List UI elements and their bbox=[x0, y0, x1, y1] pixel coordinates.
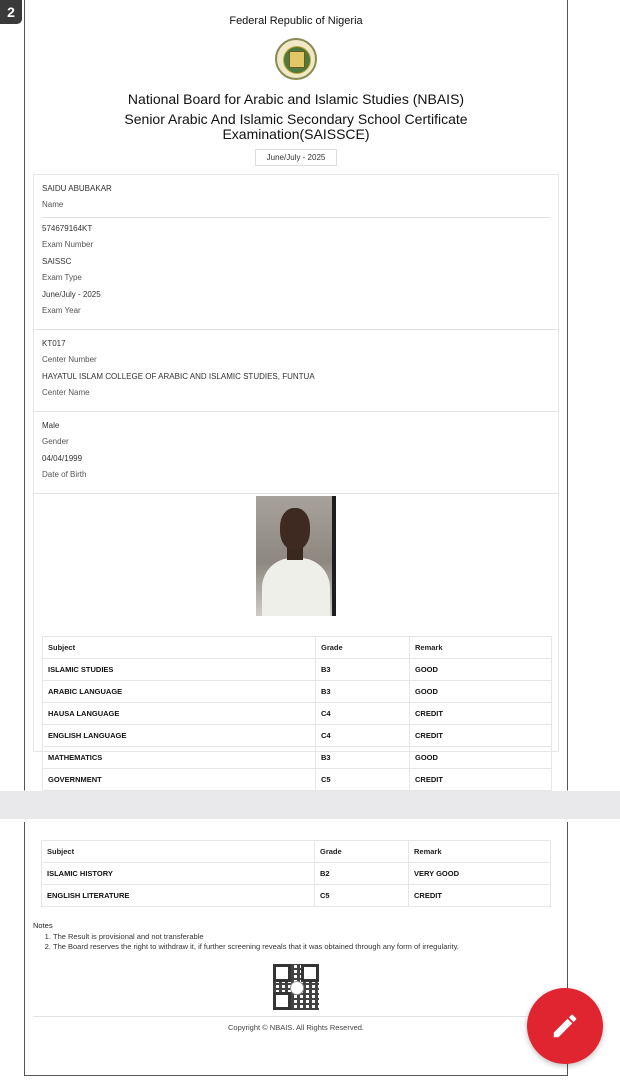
personal-group bbox=[34, 411, 558, 489]
pencil-icon bbox=[550, 1011, 580, 1041]
table-row bbox=[43, 703, 552, 725]
candidate-photo bbox=[256, 496, 336, 616]
results-table-page-2 bbox=[41, 840, 551, 907]
remark-cell: GOOD bbox=[410, 681, 552, 703]
subject-cell: MATHEMATICS bbox=[43, 747, 316, 769]
grade-cell: C4 bbox=[316, 725, 410, 747]
results-table-page-1 bbox=[42, 636, 552, 813]
table-row bbox=[43, 747, 552, 769]
exam-name-line-1: Senior Arabic And Islamic Secondary School Certificate bbox=[124, 111, 468, 127]
subject-header: Subject bbox=[43, 637, 316, 659]
grade-cell: C5 bbox=[316, 769, 410, 791]
results-header-row bbox=[43, 637, 552, 659]
remark-cell: VERY GOOD bbox=[409, 863, 551, 885]
nbais-seal-logo bbox=[275, 38, 317, 80]
table-row bbox=[42, 885, 551, 907]
remark-header: Remark bbox=[409, 841, 551, 863]
note-item: 1. The Result is provisional and not transferable bbox=[53, 932, 559, 942]
subject-cell: HAUSA LANGUAGE bbox=[43, 703, 316, 725]
remark-cell: CREDIT bbox=[409, 885, 551, 907]
subject-cell: ENGLISH LITERATURE bbox=[42, 885, 315, 907]
session-badge: June/July - 2025 bbox=[255, 149, 337, 166]
name-label: Name bbox=[42, 200, 64, 209]
dob-value: 04/04/1999 bbox=[42, 454, 83, 463]
exam-name bbox=[25, 112, 567, 142]
candidate-info-panel bbox=[33, 174, 559, 784]
photo-group bbox=[34, 493, 558, 618]
table-row bbox=[43, 681, 552, 703]
exam-year-label: Exam Year bbox=[42, 306, 81, 315]
grade-cell: B3 bbox=[316, 659, 410, 681]
gender-value: Male bbox=[42, 421, 60, 430]
result-sheet-page-1 bbox=[24, 0, 568, 791]
remark-cell: CREDIT bbox=[410, 725, 552, 747]
subject-cell: ENGLISH LANGUAGE bbox=[43, 725, 316, 747]
center-name-label: Center Name bbox=[42, 388, 90, 397]
name-value: SAIDU ABUBAKAR bbox=[42, 184, 112, 193]
notes-title: Notes bbox=[33, 921, 53, 930]
edit-fab-button[interactable] bbox=[527, 988, 603, 1064]
dob-label: Date of Birth bbox=[42, 470, 87, 479]
remark-cell: CREDIT bbox=[410, 769, 552, 791]
center-group bbox=[34, 329, 558, 407]
page-number-badge: 2 bbox=[0, 0, 22, 24]
grade-cell: B2 bbox=[315, 863, 409, 885]
notes-section bbox=[33, 921, 559, 952]
grade-cell: B3 bbox=[316, 747, 410, 769]
copyright-footer: Copyright © NBAIS. All Rights Reserved. bbox=[33, 1016, 559, 1032]
board-name: National Board for Arabic and Islamic Studies (NBAIS) bbox=[127, 91, 465, 107]
gender-label: Gender bbox=[42, 437, 69, 446]
remark-header: Remark bbox=[410, 637, 552, 659]
page-break bbox=[0, 791, 620, 819]
exam-number-value: 574679164KT bbox=[42, 224, 93, 233]
exam-year-value: June/July - 2025 bbox=[42, 290, 101, 299]
note-item: 2. The Board reserves the right to withdraw it, if further screening reveals that it was obtained through any form of irregularity. bbox=[53, 942, 559, 952]
table-row bbox=[42, 863, 551, 885]
subject-cell: GOVERNMENT bbox=[43, 769, 316, 791]
grade-cell: B3 bbox=[316, 681, 410, 703]
subject-cell: ISLAMIC HISTORY bbox=[42, 863, 315, 885]
remark-cell: GOOD bbox=[410, 659, 552, 681]
subject-cell: ARABIC LANGUAGE bbox=[43, 681, 316, 703]
subject-header: Subject bbox=[42, 841, 315, 863]
center-name-value: HAYATUL ISLAM COLLEGE OF ARABIC AND ISLAMIC STUDIES, FUNTUA bbox=[42, 372, 315, 381]
remark-cell: GOOD bbox=[410, 747, 552, 769]
table-row bbox=[43, 769, 552, 791]
table-row bbox=[43, 659, 552, 681]
exam-type-value: SAISSC bbox=[42, 257, 72, 266]
notes-list bbox=[33, 932, 559, 952]
exam-number-label: Exam Number bbox=[42, 240, 94, 249]
grade-header: Grade bbox=[316, 637, 410, 659]
grade-cell: C4 bbox=[316, 703, 410, 725]
center-number-value: KT017 bbox=[42, 339, 66, 348]
results-header-row bbox=[42, 841, 551, 863]
subject-cell: ISLAMIC STUDIES bbox=[43, 659, 316, 681]
grade-cell: C5 bbox=[315, 885, 409, 907]
grade-header: Grade bbox=[315, 841, 409, 863]
remark-cell: CREDIT bbox=[410, 703, 552, 725]
table-row bbox=[43, 725, 552, 747]
country-title: Federal Republic of Nigeria bbox=[229, 15, 363, 27]
exam-type-label: Exam Type bbox=[42, 273, 82, 282]
center-number-label: Center Number bbox=[42, 355, 97, 364]
exam-name-line-2: Examination(SAISSCE) bbox=[222, 126, 370, 142]
name-group bbox=[34, 175, 558, 325]
result-sheet-page-2 bbox=[24, 822, 568, 1076]
divider bbox=[42, 217, 550, 218]
verification-qr-code bbox=[273, 964, 319, 1010]
